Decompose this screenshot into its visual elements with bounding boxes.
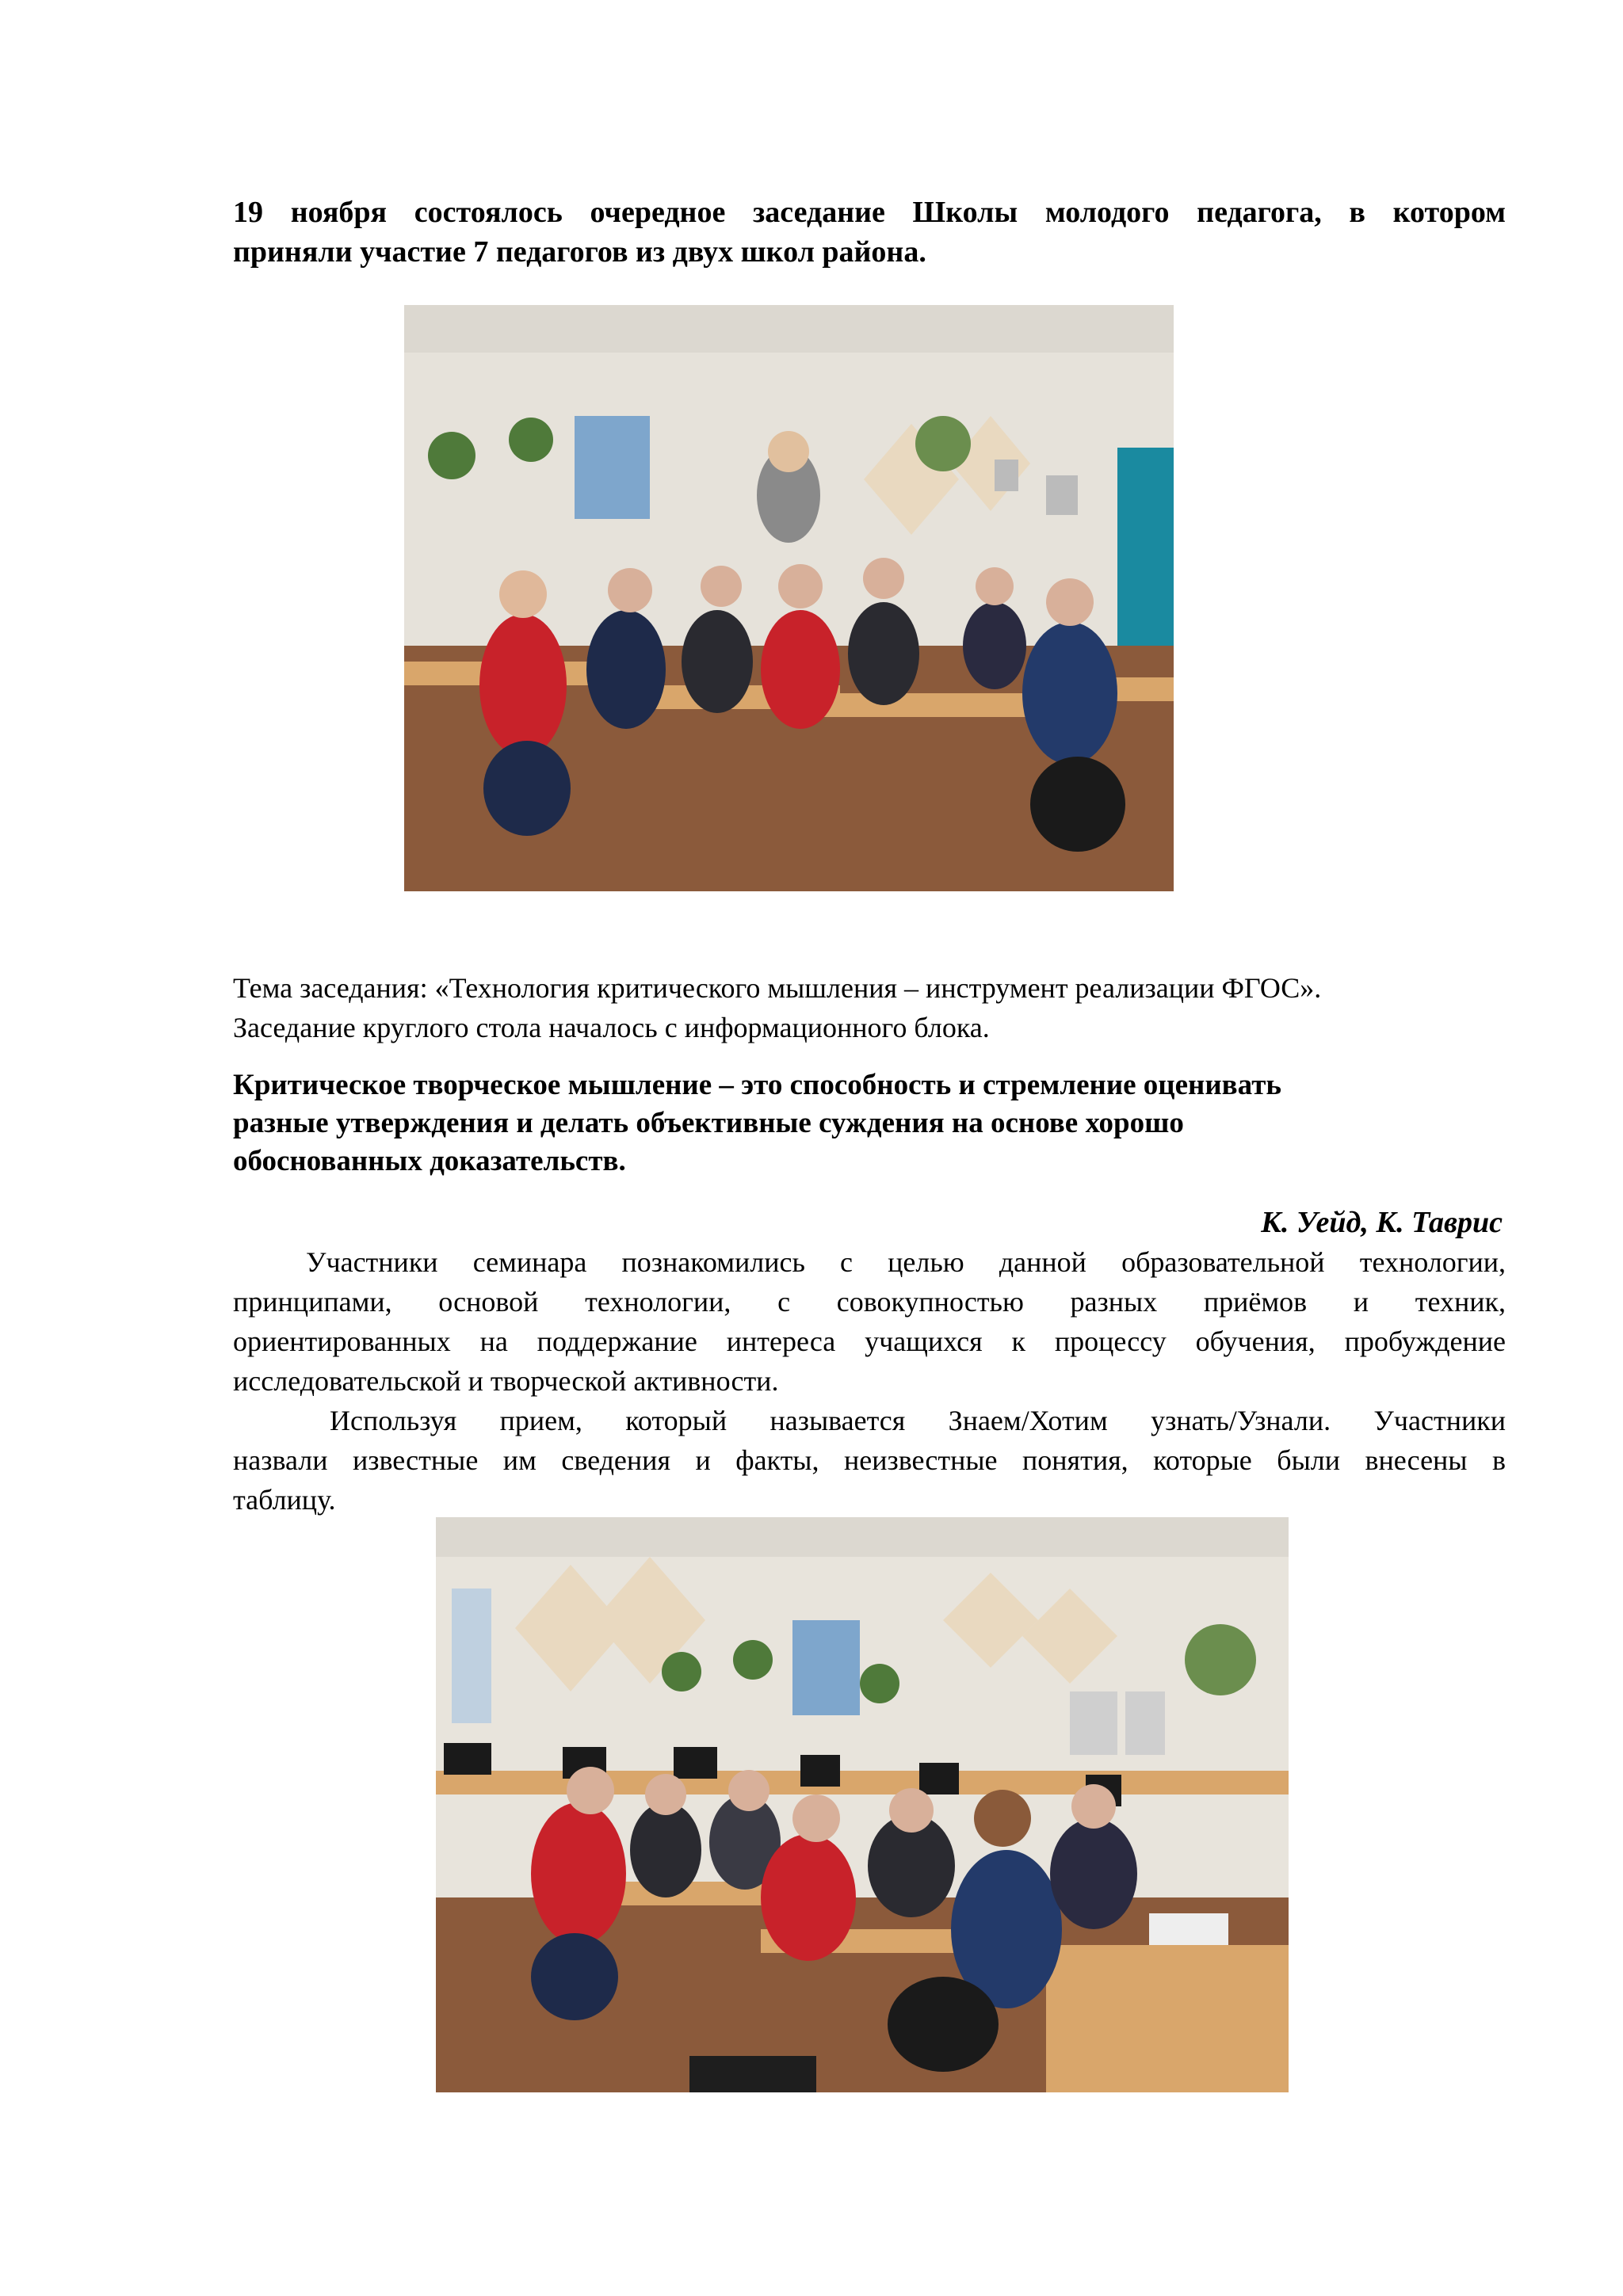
topic-paragraph (233, 968, 1517, 1047)
para1-line-3: ориентированных на поддержание интереса учащихся к процессу обучения, пробуждение (233, 1325, 1506, 1357)
topic-line-1: Тема заседания: «Технология критического мышления – инструмент реализации ФГОС». (233, 972, 1322, 1004)
intro-line-2: приняли участие 7 педагогов из двух школ района. (233, 235, 926, 269)
topic-line-2: Заседание круглого стола началось с информационного блока. (233, 1012, 990, 1043)
para1-line-1: Участники семинара познакомились с целью данной образовательной технологии, (306, 1246, 1506, 1278)
intro-paragraph (233, 193, 1506, 272)
para1-line-4: исследовательской и творческой активности. (233, 1365, 779, 1397)
para2-line-1: Используя прием, который называется Знаем/Хотим узнать/Узнали. Участники (330, 1405, 1506, 1436)
photo-meeting-groupwork (436, 1517, 1289, 2092)
para1-line-2: принципами, основой технологии, с совокупностью разных приёмов и техник, (233, 1286, 1506, 1318)
quote-author: К. Уейд, К. Таврис (1261, 1206, 1503, 1239)
quote-line-2: разные утверждения и делать объективные суждения на основе хорошо (233, 1107, 1184, 1139)
quote-line-3: обоснованных доказательств. (233, 1145, 626, 1177)
para2-line-3: таблицу. (233, 1484, 336, 1516)
quote-block (233, 1066, 1422, 1180)
photo-icon (404, 305, 1174, 891)
photo-meeting-seated (404, 305, 1174, 891)
paragraph-technique (233, 1401, 1506, 1520)
paragraph-participants (233, 1242, 1506, 1401)
intro-line-1: 19 ноября состоялось очередное заседание Школы молодого педагога, в котором (233, 196, 1506, 229)
photo-icon (436, 1517, 1289, 2092)
para2-line-2: назвали известные им сведения и факты, неизвестные понятия, которые были внесены в (233, 1444, 1506, 1476)
quote-line-1: Критическое творческое мышление – это способность и стремление оценивать (233, 1069, 1281, 1101)
